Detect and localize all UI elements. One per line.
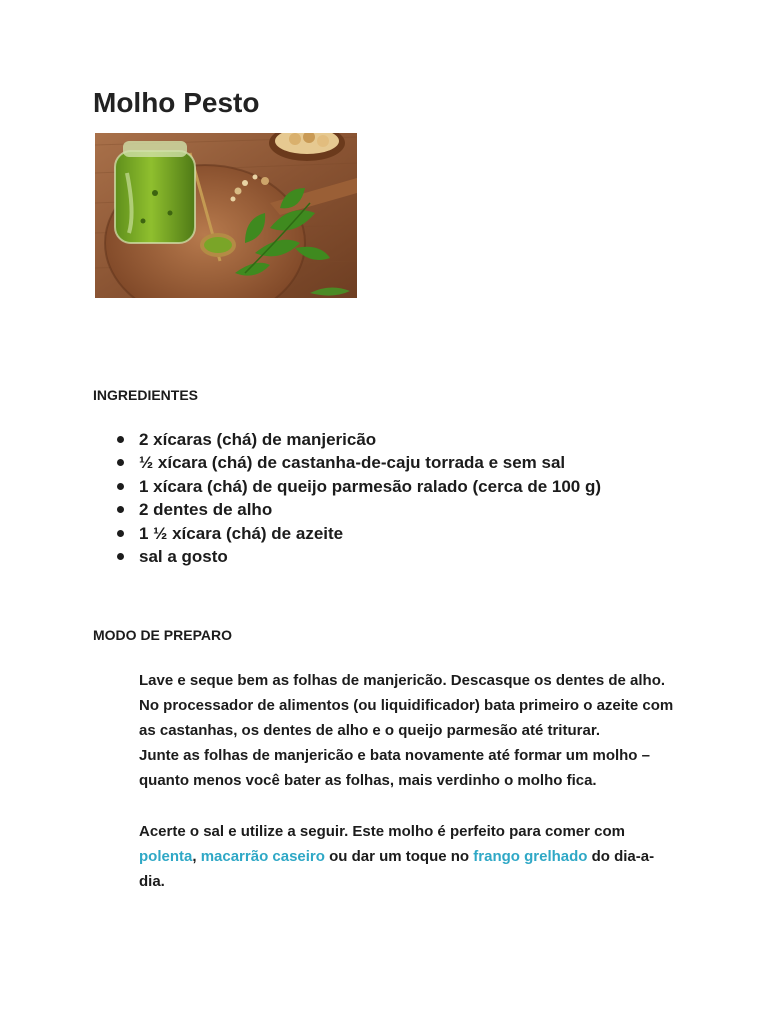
polenta-link[interactable]: polenta (139, 847, 193, 865)
list-item (116, 428, 601, 451)
bullet-icon (117, 553, 124, 560)
method-step-1: Lave e seque bem as folhas de manjericão. Descasque os dentes de alho. (139, 672, 666, 689)
bullet-icon (117, 436, 124, 443)
list-item (116, 498, 601, 521)
ingredient-text: sal a gosto (139, 547, 228, 567)
method-step-2: No processador de alimentos (ou liquidificador) bata primeiro o azeite com as castanhas, os dentes de alho e o queijo parmesão até triturar. (139, 697, 674, 740)
pesto-photo (95, 133, 357, 298)
ingredient-text: 1 ½ xícara (chá) de azeite (139, 523, 344, 543)
method-step-3: Junte as folhas de manjericão e bata novamente até formar um molho – quanto menos você bater as folhas, mais verdinho o molho fica. (139, 747, 650, 790)
list-item (116, 545, 601, 568)
ingredient-text: ½ xícara (chá) de castanha-de-caju torrada e sem sal (139, 453, 566, 473)
bullet-icon (117, 506, 124, 513)
ingredient-text: 1 xícara (chá) de queijo parmesão ralado (cerca de 100 g) (139, 476, 602, 496)
final-intro-text: Acerte o sal e utilize a seguir. Este molho é perfeito para comer com (139, 822, 625, 840)
mid-text: ou dar um toque no (324, 847, 474, 865)
bullet-icon (117, 530, 124, 537)
ingredient-list (116, 428, 601, 568)
bullet-icon (117, 459, 124, 466)
macarrao-caseiro-link[interactable]: macarrão caseiro (200, 847, 325, 865)
paragraph-spacer (139, 793, 679, 818)
ingredient-text: 2 xícaras (chá) de manjericão (139, 430, 377, 449)
list-item (116, 451, 601, 474)
method-final-paragraph (139, 819, 679, 894)
comma-separator: , (192, 847, 201, 865)
method-body (139, 668, 679, 894)
end-text: do dia-a-dia. (139, 847, 655, 890)
frango-grelhado-link[interactable]: frango grelhado (473, 847, 588, 865)
bullet-icon (117, 483, 124, 490)
ingredients-heading: INGREDIENTES (93, 387, 199, 403)
ingredient-text: 2 dentes de alho (139, 500, 273, 520)
page-title: Molho Pesto (93, 87, 260, 118)
list-item (116, 475, 601, 498)
list-item (116, 522, 601, 545)
method-heading: MODO DE PREPARO (93, 627, 232, 643)
